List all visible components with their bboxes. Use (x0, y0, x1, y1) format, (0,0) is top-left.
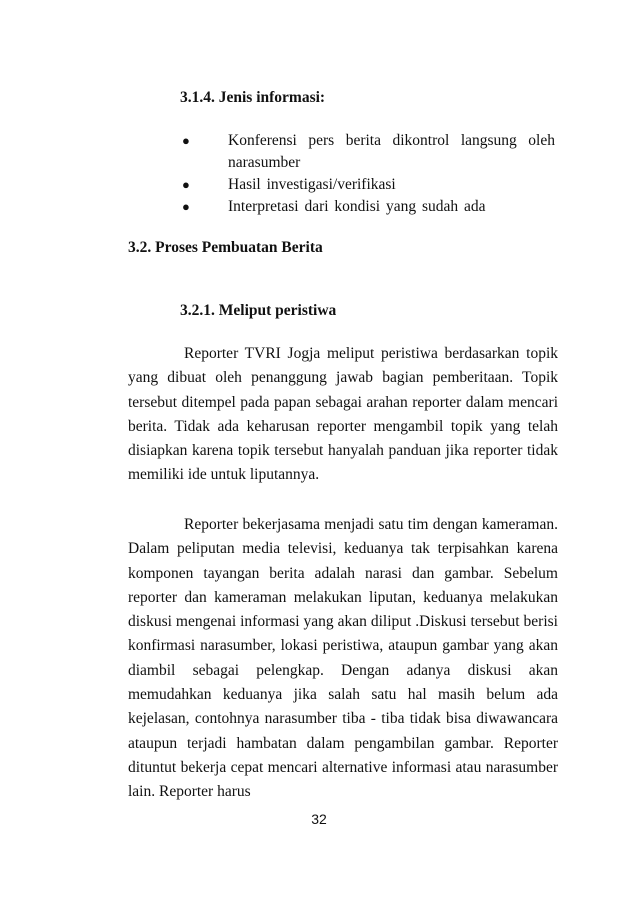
paragraph-meliput-peristiwa: Reporter TVRI Jogja meliput peristiwa berdasarkan topik yang dibuat oleh penanggung jawab bagian pemberitaan. Topik tersebut ditempel pada papan sebagai arahan reporter dalam mencari berita. Tidak ada keharusan reporter mengambil topik yang telah disiapkan karena topik tersebut hanyalah panduan jika reporter tidak memiliki ide untuk liputannya. (128, 345, 558, 484)
section-3-1-4-heading: 3.1.4. Jenis informasi: (180, 89, 326, 106)
list-item (180, 130, 555, 174)
information-type-list (180, 130, 555, 218)
paragraph-reporter-kameraman: Reporter bekerjasama menjadi satu tim dengan kameraman. Dalam peliputan media televisi, keduanya tak terpisahkan karena komponen tayangan berita adalah narasi dan gambar. Sebelum reporter dan kameraman melakukan liputan, keduanya melakukan diskusi mengenai informasi yang akan diliput .Diskusi tersebut berisi konfirmasi narasumber, lokasi peristiwa, ataupun gambar yang akan diambil sebagai pelengkap. Dengan adanya diskusi akan memudahkan keduanya jika salah satu hal masih belum ada kejelasan, contohnya narasumber tiba - tiba tidak bisa diwawancara ataupun terjadi hambatan dalam pengambilan gambar. Reporter dituntut bekerja cepat mencari alternative informasi atau narasumber lain. Reporter harus (128, 516, 558, 801)
list-item-text: Hasil investigasi/verifikasi (228, 176, 396, 193)
section-3-2-heading: 3.2. Proses Pembuatan Berita (128, 239, 323, 256)
list-item (180, 174, 555, 196)
page-number: 32 (311, 811, 327, 827)
list-item-text: Konferensi pers berita dikontrol langsung oleh narasumber (228, 132, 555, 171)
section-3-2-1-heading: 3.2.1. Meliput peristiwa (180, 302, 337, 319)
list-item-text: Interpretasi dari kondisi yang sudah ada (228, 198, 486, 215)
list-item (180, 196, 555, 218)
bullet-icon: ● (182, 133, 190, 148)
bullet-icon: ● (182, 199, 190, 214)
bullet-icon: ● (182, 177, 190, 192)
